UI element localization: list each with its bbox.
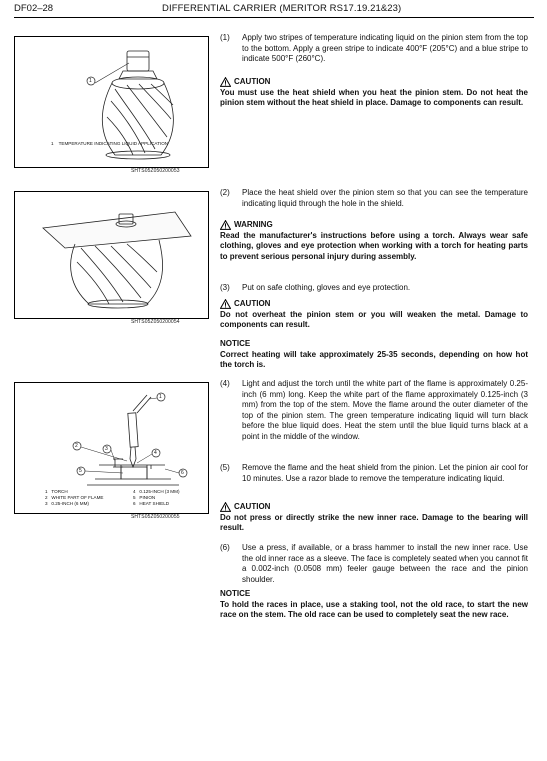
legend-text: TEMPERATURE INDICATING LIQUID APPLICATION [58, 141, 169, 146]
page-id: DF02–28 [14, 3, 54, 14]
step-number: (1) [220, 33, 230, 42]
warning-1 [220, 220, 528, 262]
figure-1 [14, 36, 209, 168]
figure-3-callout-2: 2 [75, 443, 78, 449]
caution-3 [220, 502, 528, 534]
legend-item: 5 PINION [133, 495, 156, 500]
notice-label: NOTICE [220, 589, 251, 598]
caution-2 [220, 299, 528, 331]
figure-2 [14, 191, 209, 319]
figure-3-callout-6: 6 [181, 470, 184, 476]
warning-triangle-icon [220, 220, 231, 230]
step-5 [220, 463, 528, 484]
step-2 [220, 188, 528, 209]
figure-3-callout-5: 5 [79, 468, 82, 474]
warning-triangle-icon [220, 299, 231, 309]
step-number: (6) [220, 543, 230, 552]
caution-text: Do not overheat the pinion stem or you will weaken the metal. Damage to components can result. [220, 309, 528, 330]
legend-item: 3 0.25-INCH (6 MM) [45, 501, 89, 506]
caution-text: You must use the heat shield when you heat the pinion stem. Do not heat the pinion stem without the heat shield in place. Damage to components can result. [220, 87, 528, 108]
step-text: Use a press, if available, or a brass hammer to install the new inner race. Use the old inner race as a sleeve. The face is completely seated when you cannot fit a 0.002-inch (0.0508 mm) feeler gauge between the race and the pinion shoulder. [242, 543, 528, 584]
step-text: Place the heat shield over the pinion stem so that you can see the temperature indicating liquid through the hole in the shield. [242, 188, 528, 208]
step-text: Light and adjust the torch until the white part of the flame is approximately 0.25-inch (6 mm) long. Keep the white part of the flame approximately 0.125-inch (3 mm) from the top of the stem. Move the flame around the outer diameter of the top of the pinion stem. The green temperature indicating liquid will turn black before the blue liquid does. Heat the stem until the blue liquid turns black at a point in the middle of the window. [242, 379, 528, 441]
figure-2-code: SHTS05Z050200054 [131, 319, 180, 325]
step-number: (5) [220, 463, 230, 472]
figure-1-code: SHTS05Z050200053 [131, 168, 180, 174]
legend-item: 4 0.125-INCH (3 MM) [133, 489, 180, 494]
step-text: Apply two stripes of temperature indicating liquid on the pinion stem from the top to the bottom. Apply a green stripe to indicate 400°F (205°C) and a blue stripe to indicate 500°F (260°C). [242, 33, 528, 64]
figure-3 [14, 382, 209, 514]
figure-3-code: SHTS05Z050200055 [131, 514, 180, 520]
caution-text: Do not press or directly strike the new inner race. Damage to the bearing will result. [220, 512, 528, 533]
step-number: (4) [220, 379, 230, 388]
step-6 [220, 543, 528, 585]
notice-text: To hold the races in place, use a staking tool, not the old race, to start the new race on the stem. The old race can be used to completely seat the new race. [220, 599, 528, 620]
caution-1 [220, 77, 528, 109]
figure-1-callout-1: 1 [89, 78, 92, 84]
page-header [14, 3, 534, 17]
figure-1-illustration [15, 37, 208, 167]
notice-1 [220, 339, 528, 371]
caution-label: CAUTION [234, 299, 271, 308]
figure-2-illustration [15, 192, 208, 318]
figure-3-callout-4: 4 [154, 450, 157, 456]
notice-label: NOTICE [220, 339, 251, 348]
figure-1-legend [51, 141, 168, 147]
warning-triangle-icon [220, 77, 231, 87]
step-3 [220, 283, 528, 294]
legend-item: 1 TORCH [45, 489, 68, 494]
notice-2 [220, 589, 528, 621]
legend-item: 6 HEAT SHIELD [133, 501, 170, 506]
figure-3-legend-left [45, 489, 103, 507]
step-text: Remove the flame and the heat shield from the pinion. Let the pinion air cool for 10 minutes. Use a razor blade to remove the temperature indicating liquid. [242, 463, 528, 483]
caution-label: CAUTION [234, 502, 271, 511]
caution-label: CAUTION [234, 77, 271, 86]
step-4 [220, 379, 528, 443]
legend-item: 2 WHITE PART OF FLAME [45, 495, 104, 500]
warning-label: WARNING [234, 220, 273, 229]
figure-3-callout-3: 3 [105, 446, 108, 452]
step-number: (2) [220, 188, 230, 197]
figure-3-callout-1: 1 [159, 394, 162, 400]
header-rule [14, 17, 534, 18]
figure-3-legend-right [133, 489, 179, 507]
notice-text: Correct heating will take approximately 25-35 seconds, depending on how hot the torch is. [220, 349, 528, 370]
legend-num: 1 [51, 141, 54, 146]
step-text: Put on safe clothing, gloves and eye protection. [242, 283, 411, 292]
step-1 [220, 33, 528, 65]
warning-text: Read the manufacturer's instructions before using a torch. Always wear safe clothing, gloves and eye protection when working with a torch for heating parts to prevent serious personal injury during assembly. [220, 230, 528, 261]
warning-triangle-icon [220, 502, 231, 512]
step-number: (3) [220, 283, 230, 292]
page-title: DIFFERENTIAL CARRIER (MERITOR RS17.19.21&23) [162, 3, 402, 14]
